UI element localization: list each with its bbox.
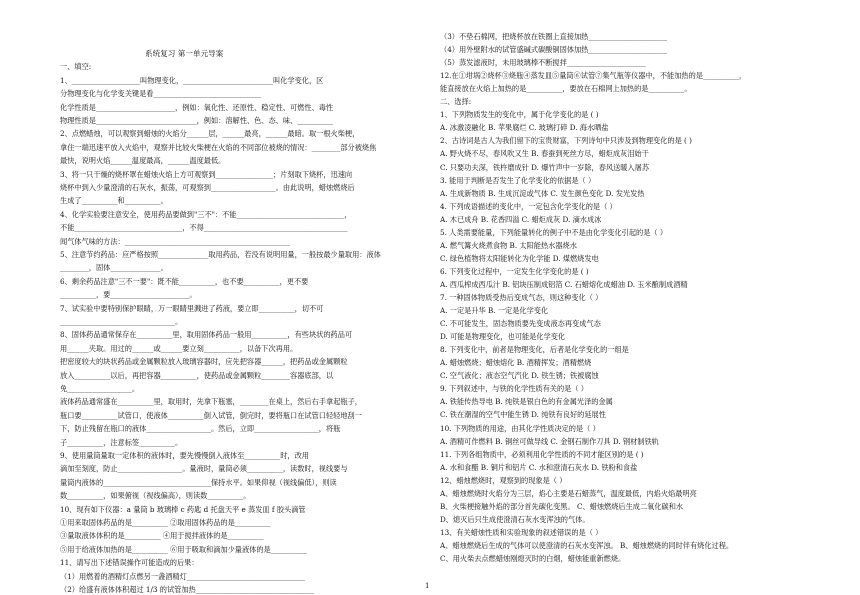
right-column-line: C. 空气液化；液态空气汽化 D. 铁生锈；铁被腐蚀 [440, 371, 599, 381]
left-column-line: ________________________________。 [60, 317, 183, 326]
right-column-line: A. 冰激凌融化 B. 苹果腐烂 C. 玻璃打碎 D. 海水晒盐 [440, 123, 609, 133]
right-column-line: A. 野火烧不尽，春风吹又生 B. 春蚕到死丝方尽，蜡炬成灰泪始干 [440, 149, 649, 159]
left-column-line: 闻气体气味的方法：______________________________________________ [60, 236, 291, 246]
right-column-line: A. 燃气篝火烧煮食物 B. 太阳能热水器烧水 [440, 240, 577, 250]
left-column-line: 2、点燃蜡烛，可以观察到蜡烛的火焰分______层，______最亮，______最暗。取一根火柴梗， [60, 129, 360, 139]
left-column-line: 不能______________________________，不得________________________________________ [60, 223, 348, 233]
left-column-line: 11、请写出下述错误操作可能造成的后果： [60, 558, 199, 568]
left-column-line: 3、将一只干燥的烧杯罩在蜡烛火焰上方可观察到________________；片刻取下烧杯，迅速向 [60, 169, 353, 179]
left-column-line: 9、使用量筒量取一定体积的液体时，要先慢慢倒入液体至__________时，改用 [60, 451, 309, 460]
right-column-line: 3. 能用于判断是否发生了化学变化的依据是（ ） [440, 175, 596, 185]
left-column-line: 物理性质是____________________________，例如：溶解性、色、态、味、__________ [60, 116, 334, 125]
right-column-line: A. 蜡烛燃烧；蜡烛熔化 B. 酒精挥发；酒精燃烧 [440, 358, 592, 368]
left-column-line: 1、___________________叫物理变化，_________________________叫化学变化，区 [60, 75, 324, 85]
right-column-line: 能直接放在火焰上加热的是__________，要放在石棉网上加热的是__________。 [440, 84, 692, 94]
left-column-line: 8、固体药品通常保存在__________里，取用固体药品一般用__________，有些块状的药品可 [60, 330, 353, 340]
right-column-line: D. 可能是物理变化，也可能是化学变化 [440, 332, 566, 342]
right-column-line: A. 生成新物质 B. 生成沉淀或气体 C. 发生颜色变化 D. 发光发热 [440, 188, 645, 198]
left-column-line: 用______夹取。用过的______或______要立刻__________，以备下次再用。 [60, 343, 298, 353]
right-column-line: 4. 下列成语描述的变化中，一定包含化学变化的是（ ） [440, 201, 617, 211]
right-column-line: C、用火柴去点燃蜡烛刚熄灭时的白烟，蜡烛能重新燃烧。 [440, 554, 626, 563]
right-column-line: A. 铁能传热导电 B. 纯铁是银白色的有金属光泽的金属 [440, 397, 613, 407]
right-column-line: 11. 下列各组物质中，必须利用化学性质的不同才能区别的是 ( ) [440, 449, 644, 459]
right-column-line: 9. 下列叙述中，与铁的化学性质有关的是（ ） [440, 384, 588, 394]
right-column-line: A. 一定是升华 B. 一定是化学变化 [440, 306, 549, 316]
right-column-line: C. 铁在潮湿的空气中能生锈 D. 纯铁有良好的延展性 [440, 410, 606, 420]
right-column-line: 6. 下列变化过程中，一定发生化学变化的是 ( ) [440, 266, 589, 276]
page-number: 1 [425, 582, 430, 590]
left-column-line: 最快，说明火焰______温度最高，______温度最低。 [60, 156, 226, 166]
right-column-line: 8. 下列变化中，前者是物理变化，后者是化学变化的一组是 [440, 345, 629, 355]
left-column-line: 生成了__________和__________。 [60, 196, 168, 206]
left-column-line: 把密度较大的块状药品或金属颗粒放入玻璃容器时，应先把容器______，把药品或金属颗粒 [60, 357, 348, 367]
left-column-line: 烧杯中到入少量澄清的石灰水，振荡，可观察到__________________。由此说明，蜡烛燃烧后 [60, 183, 355, 192]
left-column-line: 6、剩余药品注意"三不一要"：既不能__________，也不要__________，更不要 [60, 276, 309, 286]
right-column-line: 13、有关蜡烛性质和实验现象的叙述错误的是（ ） [440, 527, 603, 537]
right-column-line: 7. 一种固体物质受热后变成气态，则这种变化（ ） [440, 293, 603, 302]
right-column-line: C. 不可能发生，固态物质要先变成液态再变成气态 [440, 319, 601, 329]
right-column-line: A. 西瓜榨成西瓜汁 B. 铝块压制成铝箔 C. 石蜡熔化成蜡油 D. 玉米酿制成酒精 [440, 279, 688, 289]
left-column-line: 放入__________以后，再把容器__________，使药品或金属颗粒________容器底部，以 [60, 370, 334, 380]
right-column-line: A. 木已成舟 B. 花香四溢 C. 蜡炬成灰 D. 滴水成冰 [440, 214, 602, 224]
right-column-line: B、火柴梗接触外焰的部分首先碳化变黑。 C、蜡烛燃烧后生成二氧化碳和水 [440, 501, 684, 511]
left-column-line: 10、现有如下仪器：a 量筒 b 玻璃棒 c 药匙 d 托盘天平 e 蒸发皿 f 胶头滴管 [60, 504, 306, 514]
right-column-line: 2、古诗词是古人为我们留下的宝贵财富，下列诗句中只涉及到物理变化的是 ( ) [440, 136, 692, 146]
left-column-line: 一、填空: [60, 62, 92, 72]
left-column-line: 数__________，如果俯视（视线偏高），则读数__________。 [60, 491, 251, 501]
left-column-line: 滴加至刻度，防止__________________。量液时，量筒必须__________，读数时，视线要与 [60, 464, 348, 474]
left-column-line: ________，固体______________。 [60, 263, 168, 273]
left-column-line: 拿住一端迅速平放入火焰中，观察并比较火柴梗在火焰的不同部位被烧的情况：________部分被烧焦 [60, 142, 377, 152]
right-column-line: 10. 下列物质的用途，由其化学性质决定的是（ ） [440, 423, 600, 433]
left-column-line: 4、化学实验要注意安全，使用药品要做到"三不"：不能______________________________， [60, 209, 352, 219]
right-column-line: C. 绿色植物将太阳能转化为化学能 D. 煤燃烧发电 [440, 253, 599, 263]
right-column-line: （5）蒸发滤液时，未用玻璃棒不断搅拌______________________ [440, 58, 646, 68]
right-column-line: （3）不垫石棉网，把烧杯放在铁圈上直接加热______________________ [440, 32, 668, 41]
right-column-line: （4）用外壁附水的试管盛碱式碳酸铜固体加热______________________ [440, 45, 668, 55]
left-column-line: 系统复习 第一单元导案 [145, 49, 224, 58]
right-column-line: 12.在①坩埚②烧杯③烧瓶④蒸发皿⑤量筒⑥试管⑦集气瓶等仪器中，不能加热的是__________， [440, 71, 747, 81]
left-column-line: 免__________________。 [60, 384, 140, 393]
left-column-line: 下，防止残留在瓶口的液体__________________。然后，立即__________________，将瓶 [60, 424, 341, 434]
right-column-line: 5. 人类需要能量，下列能量转化的例子中不是由化学变化引起的是（ ） [440, 227, 668, 237]
left-column-line: 5、注意节约药品：应严格按照______________取用药品，若没有说明用量，一般按最少量取用：液体 [60, 250, 381, 259]
right-column-line: 12、蜡烛燃烧时，观察到的现象是（ ） [440, 475, 567, 485]
left-column-line: （2）给盛有液体体积超过 1/3 的试管加热_________________________________ [60, 585, 315, 594]
left-column-line: __________，要______________________。 [60, 290, 197, 300]
right-column-line: A、蜡烛燃烧后生成的气体可以使澄清的石灰水变浑浊。 B、蜡烛燃烧的同时伴有烧化过程。 [440, 540, 734, 550]
right-column-line: C. 只要功夫深，铁杵磨成针 D. 爆竹声中一岁除，春风送暖入屠苏 [440, 162, 650, 172]
right-column-line: D、熄灭后只生成使澄清石灰水变浑浊的气体。 [440, 514, 590, 524]
left-column-line: 子__________，注意标签__________。 [60, 437, 183, 447]
right-column-line: 二、选择: [440, 97, 472, 107]
left-column-line: ①用来取固体药品的是__________ ②取用固体药品的是__________ [60, 518, 271, 527]
right-column-line: A. 水和食醋 B. 铜片和铝片 C. 水和澄清石灰水 D. 铁粉和食盐 [440, 462, 638, 472]
left-column-line: ⑤用于给液体加热的是__________ ⑥用于吸取和滴加少量液体的是__________ [60, 544, 307, 554]
left-column-line: 7、试实验中要特别保护眼睛，万一眼睛里溅进了药液，要立即__________，切不可 [60, 303, 324, 313]
right-column-line: A、蜡烛燃烧时火焰分为三层，焰心主要是石蜡蒸气，温度最低，内焰火焰最明亮 [440, 488, 697, 498]
left-column-line: 分物理变化与化学变关键是看______________________________ [60, 89, 262, 99]
left-column-line: ③量取液体体积的是__________ ④用于搅拌液体的是__________ [60, 531, 264, 541]
left-column-line: （1）用燃着的酒精灯点燃另一盏酒精灯_________________________________ [60, 571, 306, 581]
right-column-line: A. 酒精可作燃料 B. 铜丝可做导线 C. 金钢石制作刀具 D. 钢材制铁轨 [440, 436, 659, 446]
right-column-line: 1、下列物质发生的变化中，属于化学变化的是 ( ) [440, 110, 599, 120]
left-column-line: 化学性质是______________________，例如：氧化性、还原性、稳定性、可燃性、毒性 [60, 102, 334, 112]
left-column-line: 液体药品通常盛在__________里，取用时，先拿下瓶塞，________在桌上，然后右手拿起瓶子， [60, 397, 362, 407]
left-column-line: 量筒内液体的______________________________保持水平。如果仰视（视线偏低），则读 [60, 477, 337, 487]
left-column-line: 瓶口要__________试管口，使液体__________倒入试管，倒完时，要将瓶口在试管口轻轻地刮一 [60, 410, 362, 420]
